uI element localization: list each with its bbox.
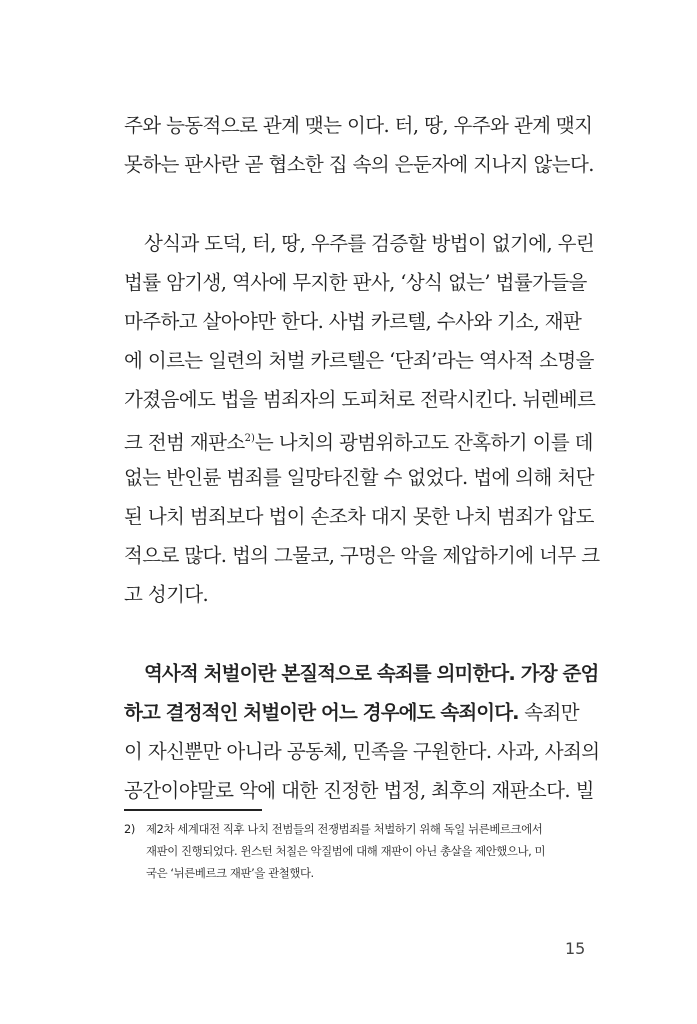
footnote-separator: [124, 809, 262, 811]
body-text-line: 마주하고 살아야만 한다. 사법 카르텔, 수사와 기소, 재판: [124, 310, 582, 333]
body-text-line: 된 나치 범죄보다 법이 손조차 대지 못한 나치 범죄가 압도: [124, 505, 594, 528]
footnote-text-line: 제2차 세계대전 직후 나치 전범들의 전쟁범죄를 처벌하기 위해 독일 뉘른베르크에서: [146, 822, 543, 836]
footnote-number: 2): [124, 822, 135, 836]
emphasis-text: 하고 결정적인 처벌이란 어느 경우에도 속죄이다.: [124, 701, 519, 724]
body-text-line: 없는 반인륜 범죄를 일망타진할 수 없었다. 법에 의해 처단: [124, 466, 594, 489]
body-text-line: 공간이야말로 악에 대한 진정한 법정, 최후의 재판소다. 빌: [124, 779, 594, 802]
body-text-line: 가졌음에도 법을 범죄자의 도피처로 전락시킨다. 뉘렌베르: [124, 388, 596, 411]
body-text-run: 는 나치의 광범위하고도 잔혹하기 이를 데: [254, 431, 593, 454]
footnote-text-line: 재판이 진행되었다. 윈스턴 처칠은 악질범에 대해 재판이 아닌 총살을 제안했으나, 미: [146, 844, 546, 858]
body-text-line: 못하는 판사란 곧 협소한 집 속의 은둔자에 지나지 않는다.: [124, 153, 594, 176]
footnote-reference[interactable]: 2): [244, 433, 255, 444]
body-text-line: 상식과 도덕, 터, 땅, 우주를 검증할 방법이 없기에, 우린: [144, 232, 595, 255]
body-text-run: 크 전범 재판소: [124, 431, 245, 454]
body-text-line: [124, 693, 589, 733]
page-number: 15: [565, 939, 586, 958]
body-text-line: 고 성기다.: [124, 583, 209, 606]
body-text-line-emphasis: [124, 654, 599, 694]
emphasis-text: 역사적 처벌이란 본질적으로 속죄를 의미한다. 가장 준엄: [144, 662, 599, 685]
body-text-line: 이 자신뿐만 아니라 공동체, 민족을 구원한다. 사과, 사죄의: [124, 740, 600, 763]
body-text-line: 법률 암기생, 역사에 무지한 판사, ‘상식 없는’ 법률가들을: [124, 271, 587, 294]
body-text-run: 속죄만: [518, 701, 580, 724]
body-text-line: 적으로 많다. 법의 그물코, 구멍은 악을 제압하기에 너무 크: [124, 544, 600, 567]
footnote-text-line: 국은 ‘뉘른베르크 재판’을 관철했다.: [146, 866, 314, 880]
body-text-line: [124, 419, 593, 459]
body-text-line: 에 이르는 일련의 처벌 카르텔은 ‘단죄’라는 역사적 소명을: [124, 349, 594, 372]
body-text-line: 주와 능동적으로 관계 맺는 이다. 터, 땅, 우주와 관계 맺지: [124, 114, 593, 137]
